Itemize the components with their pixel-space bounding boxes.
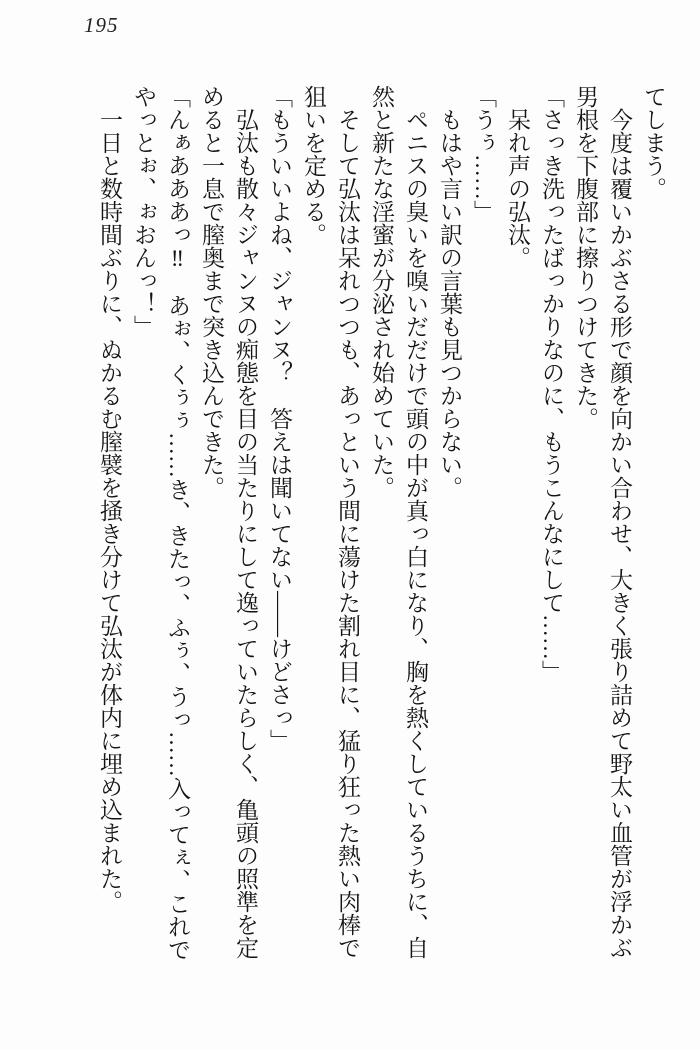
text-line: 然と新たな淫蜜が分泌され始めていた。 (369, 85, 394, 499)
text-line: 男根を下腹部に擦りつけてきた。 (573, 85, 598, 430)
text-line: 「もういいよね、ジャンヌ？ 答えは聞いてない——けどさっ」 (267, 85, 292, 752)
text-line: 狙いを定める。 (301, 85, 326, 246)
text-line: 「さっき洗ったばっかりなのに、もうこんなにして……」 (539, 85, 564, 683)
text-line: 「んぁあああっ‼ あぉ、くぅぅ……き、きたっ、ふぅ、うっ……入ってぇ、これで (165, 85, 190, 961)
text-line: 弘汰も散々ジャンヌの痴態を目の当たりにして逸っていたらしく、亀頭の照準を定 (233, 85, 258, 959)
text-line: ペニスの臭いを嗅いだだけで頭の中が真っ白になり、胸を熱くしているうちに、自 (403, 85, 428, 959)
text-line: てしまう。 (641, 85, 666, 200)
text-line: もはや言い訳の言葉も見つからない。 (437, 85, 462, 499)
text-line: やっとぉ、ぉおんっ！」 (131, 85, 156, 338)
vertical-text-block (92, 85, 670, 965)
text-line: 呆れ声の弘汰。 (505, 85, 530, 269)
text-line: 一日と数時間ぶりに、ぬかるむ膣襞を掻き分けて弘汰が体内に埋め込まれた。 (97, 85, 122, 913)
text-line: めると一息で膣奥まで突き込んできた。 (199, 85, 224, 499)
text-line: 今度は覆いかぶさる形で顔を向かい合わせ、大きく張り詰めて野太い血管が浮かぶ (607, 85, 632, 959)
text-line: 「うぅ……」 (471, 85, 496, 223)
text-line: そして弘汰は呆れつつも、あっという間に蕩けた割れ目に、猛り狂った熱い肉棒で (335, 85, 360, 959)
page-number: 195 (84, 13, 119, 37)
